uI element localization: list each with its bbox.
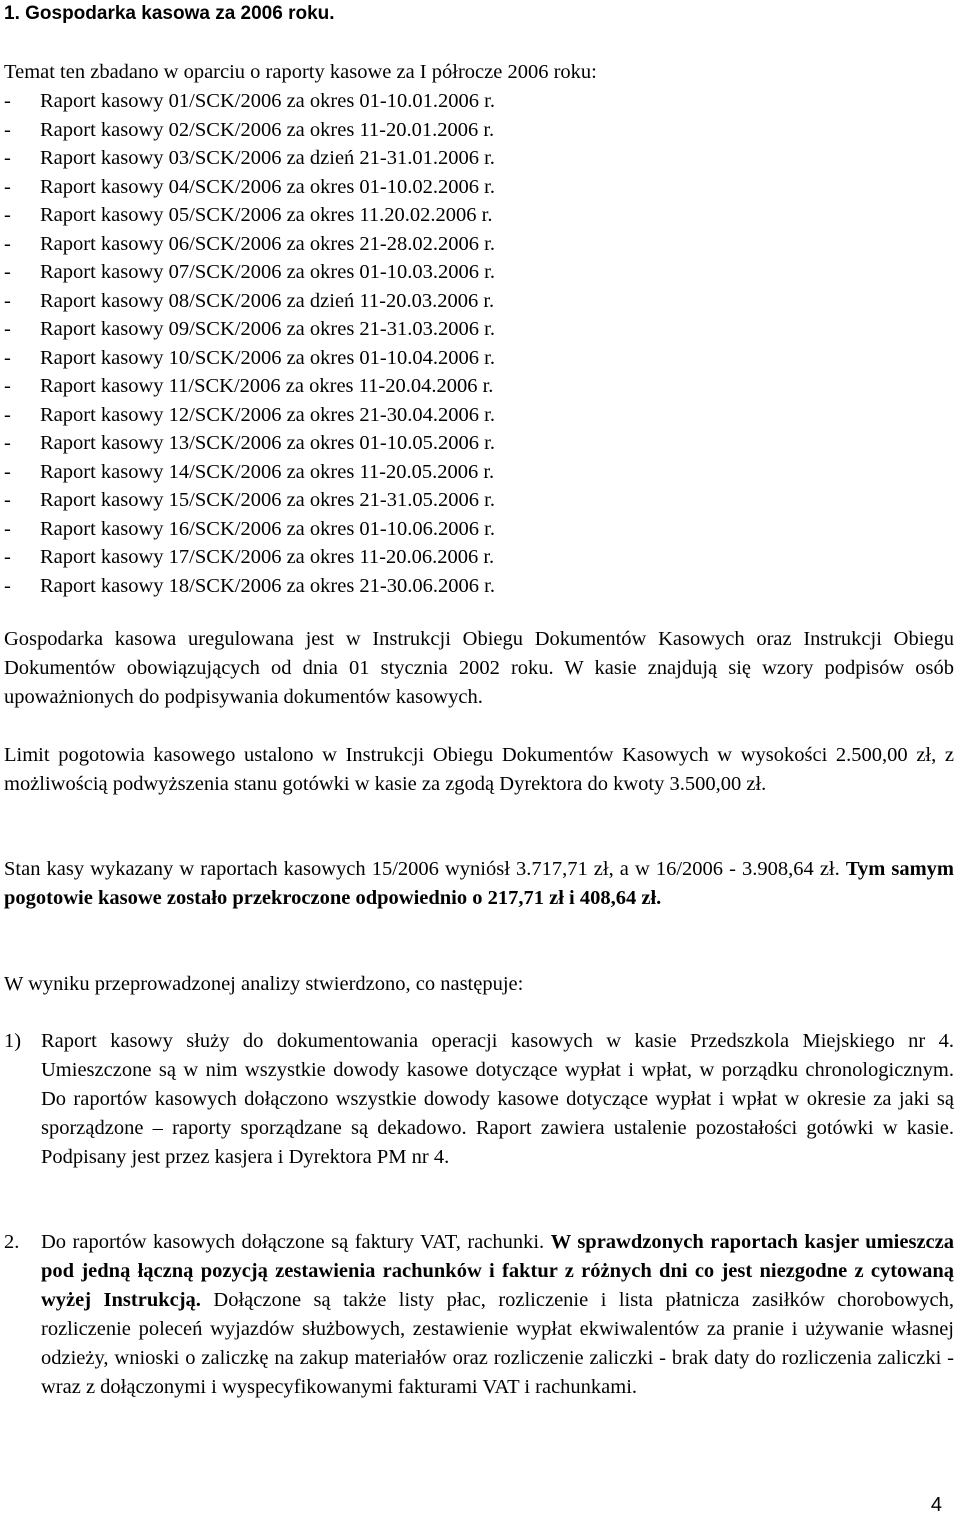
paragraph-analysis: W wyniku przeprowadzonej analizy stwierdzono, co następuje:: [4, 973, 524, 995]
list-item-text: Raport kasowy 18/SCK/2006 za okres 21-30.06.2006 r.: [40, 574, 495, 597]
list-dash: -: [4, 147, 11, 169]
finding-1: [4, 1027, 954, 1172]
list-item: [4, 401, 495, 430]
paragraph-limit: Limit pogotowia kasowego ustalono w Instrukcji Obiegu Dokumentów Kasowych w wysokości 2.500,00 zł, z możliwością podwyższenia stanu gotówki w kasie za zgodą Dyrektora do kwoty 3.500,00 zł.: [4, 744, 954, 795]
list-item-text: Raport kasowy 11/SCK/2006 za okres 11-20.04.2006 r.: [40, 375, 494, 397]
list-dash: -: [4, 375, 11, 397]
list-item: [4, 116, 495, 145]
list-dash: -: [4, 118, 11, 141]
list-item: [4, 344, 495, 373]
list-item: [4, 315, 495, 344]
paragraph-balance: [4, 855, 954, 913]
finding-text-bold: W sprawdzonych raportach kasjer umieszcza pod jedną łączną pozycją zestawienia rachunków i faktur z różnych dni co jest niezgodne z cytowaną wyżej Instrukcją.: [41, 1231, 954, 1311]
list-item-text: Raport kasowy 02/SCK/2006 za okres 11-20.01.2006 r.: [40, 118, 495, 141]
balance-conclusion: Tym samym pogotowie kasowe zostało przekroczone odpowiednio o 217,71 zł i 408,64 zł.: [4, 858, 954, 909]
list-item: [4, 173, 495, 202]
list-item: [4, 230, 495, 259]
list-dash: -: [4, 175, 11, 198]
list-item-text: Raport kasowy 13/SCK/2006 za okres 01-10.05.2006 r.: [40, 432, 495, 454]
list-dash: -: [4, 432, 11, 454]
list-item-text: Raport kasowy 06/SCK/2006 za okres 21-28.02.2006 r.: [40, 232, 495, 255]
list-item-text: Raport kasowy 08/SCK/2006 za dzień 11-20.03.2006 r.: [40, 289, 495, 312]
list-dash: -: [4, 460, 11, 483]
finding-2: [4, 1228, 954, 1402]
list-item-text: Raport kasowy 10/SCK/2006 za okres 01-10.04.2006 r.: [40, 346, 495, 369]
list-dash: -: [4, 346, 11, 369]
list-dash: -: [4, 574, 11, 597]
list-item: [4, 486, 495, 515]
list-dash: -: [4, 90, 11, 112]
section-heading: 1. Gospodarka kasowa za 2006 roku.: [4, 3, 335, 24]
list-item-text: Raport kasowy 14/SCK/2006 za okres 11-20.05.2006 r.: [40, 460, 495, 483]
list-dash: -: [4, 289, 11, 312]
finding-number: 1): [4, 1030, 22, 1052]
list-dash: -: [4, 232, 11, 255]
finding-text: [41, 1228, 954, 1402]
list-item-text: Raport kasowy 04/SCK/2006 za okres 01-10.02.2006 r.: [40, 175, 495, 198]
list-item: [4, 144, 495, 173]
finding-number: 2.: [4, 1231, 20, 1253]
list-item-text: Raport kasowy 12/SCK/2006 za okres 21-30.04.2006 r.: [40, 403, 495, 426]
list-item-text: Raport kasowy 01/SCK/2006 za okres 01-10.01.2006 r.: [40, 90, 495, 112]
list-item: [4, 572, 495, 601]
finding-text-start: Do raportów kasowych dołączone są faktury VAT, rachunki.: [41, 1231, 551, 1253]
list-item: [4, 515, 495, 544]
list-item-text: Raport kasowy 15/SCK/2006 za okres 21-31.05.2006 r.: [40, 489, 495, 511]
list-dash: -: [4, 403, 11, 426]
list-item: [4, 287, 495, 316]
page-number: 4: [930, 1494, 942, 1516]
list-dash: -: [4, 261, 11, 283]
list-item: [4, 543, 495, 572]
intro-line: Temat ten zbadano w oparciu o raporty kasowe za I półrocze 2006 roku:: [4, 61, 597, 83]
list-item-text: Raport kasowy 03/SCK/2006 za dzień 21-31.01.2006 r.: [40, 147, 495, 169]
list-item: [4, 87, 495, 116]
list-dash: -: [4, 489, 11, 511]
list-item: [4, 258, 495, 287]
finding-text: Raport kasowy służy do dokumentowania operacji kasowych w kasie Przedszkola Miejskiego nr 4. Umieszczone są w nim wszystkie dowody kasowe dotyczące wypłat i wpłat, w porządku chronologicznym. Do raportów kasowych dołączono wszystkie dowody kasowe dotyczące wypłat i wpłat w okresie za jaki są sporządzone – raporty sporządzane są dekadowo. Raport zawiera ustalenie pozostałości gotówki w kasie. Podpisany jest przez kasjera i Dyrektora PM nr 4.: [41, 1030, 954, 1168]
list-dash: -: [4, 546, 11, 568]
balance-text: Stan kasy wykazany w raportach kasowych 15/2006 wyniósł 3.717,71 zł, a w 16/2006 - 3.908,64 zł.: [4, 858, 846, 880]
list-item: [4, 201, 495, 230]
list-item-text: Raport kasowy 16/SCK/2006 za okres 01-10.06.2006 r.: [40, 517, 495, 540]
finding-text-end: Dołączone są także listy płac, rozliczenie i lista płatnicza zasiłków chorobowych, rozliczenie poleceń wyjazdów służbowych, zestawienie wypłat ekwiwalentów za pranie i używanie własnej odzieży, wnioski o zaliczkę na zakup materiałów oraz rozliczenie zaliczki - brak daty do rozliczenia zaliczki - wraz z dołączonymi i wyspecyfikowanymi fakturami VAT i rachunkami.: [41, 1289, 954, 1398]
report-list: [4, 87, 495, 600]
list-dash: -: [4, 517, 11, 540]
list-item-text: Raport kasowy 07/SCK/2006 za okres 01-10.03.2006 r.: [40, 261, 495, 283]
list-dash: -: [4, 318, 11, 340]
list-dash: -: [4, 204, 11, 226]
list-item-text: Raport kasowy 05/SCK/2006 za okres 11.20.02.2006 r.: [40, 204, 493, 226]
list-item: [4, 429, 495, 458]
list-item-text: Raport kasowy 17/SCK/2006 za okres 11-20.06.2006 r.: [40, 546, 495, 568]
list-item: [4, 372, 495, 401]
list-item-text: Raport kasowy 09/SCK/2006 za okres 21-31.03.2006 r.: [40, 318, 495, 340]
paragraph-regulation: Gospodarka kasowa uregulowana jest w Instrukcji Obiegu Dokumentów Kasowych oraz Instrukcji Obiegu Dokumentów obowiązujących od dnia 01 stycznia 2002 roku. W kasie znajdują się wzory podpisów osób upoważnionych do podpisywania dokumentów kasowych.: [4, 628, 954, 708]
list-item: [4, 458, 495, 487]
